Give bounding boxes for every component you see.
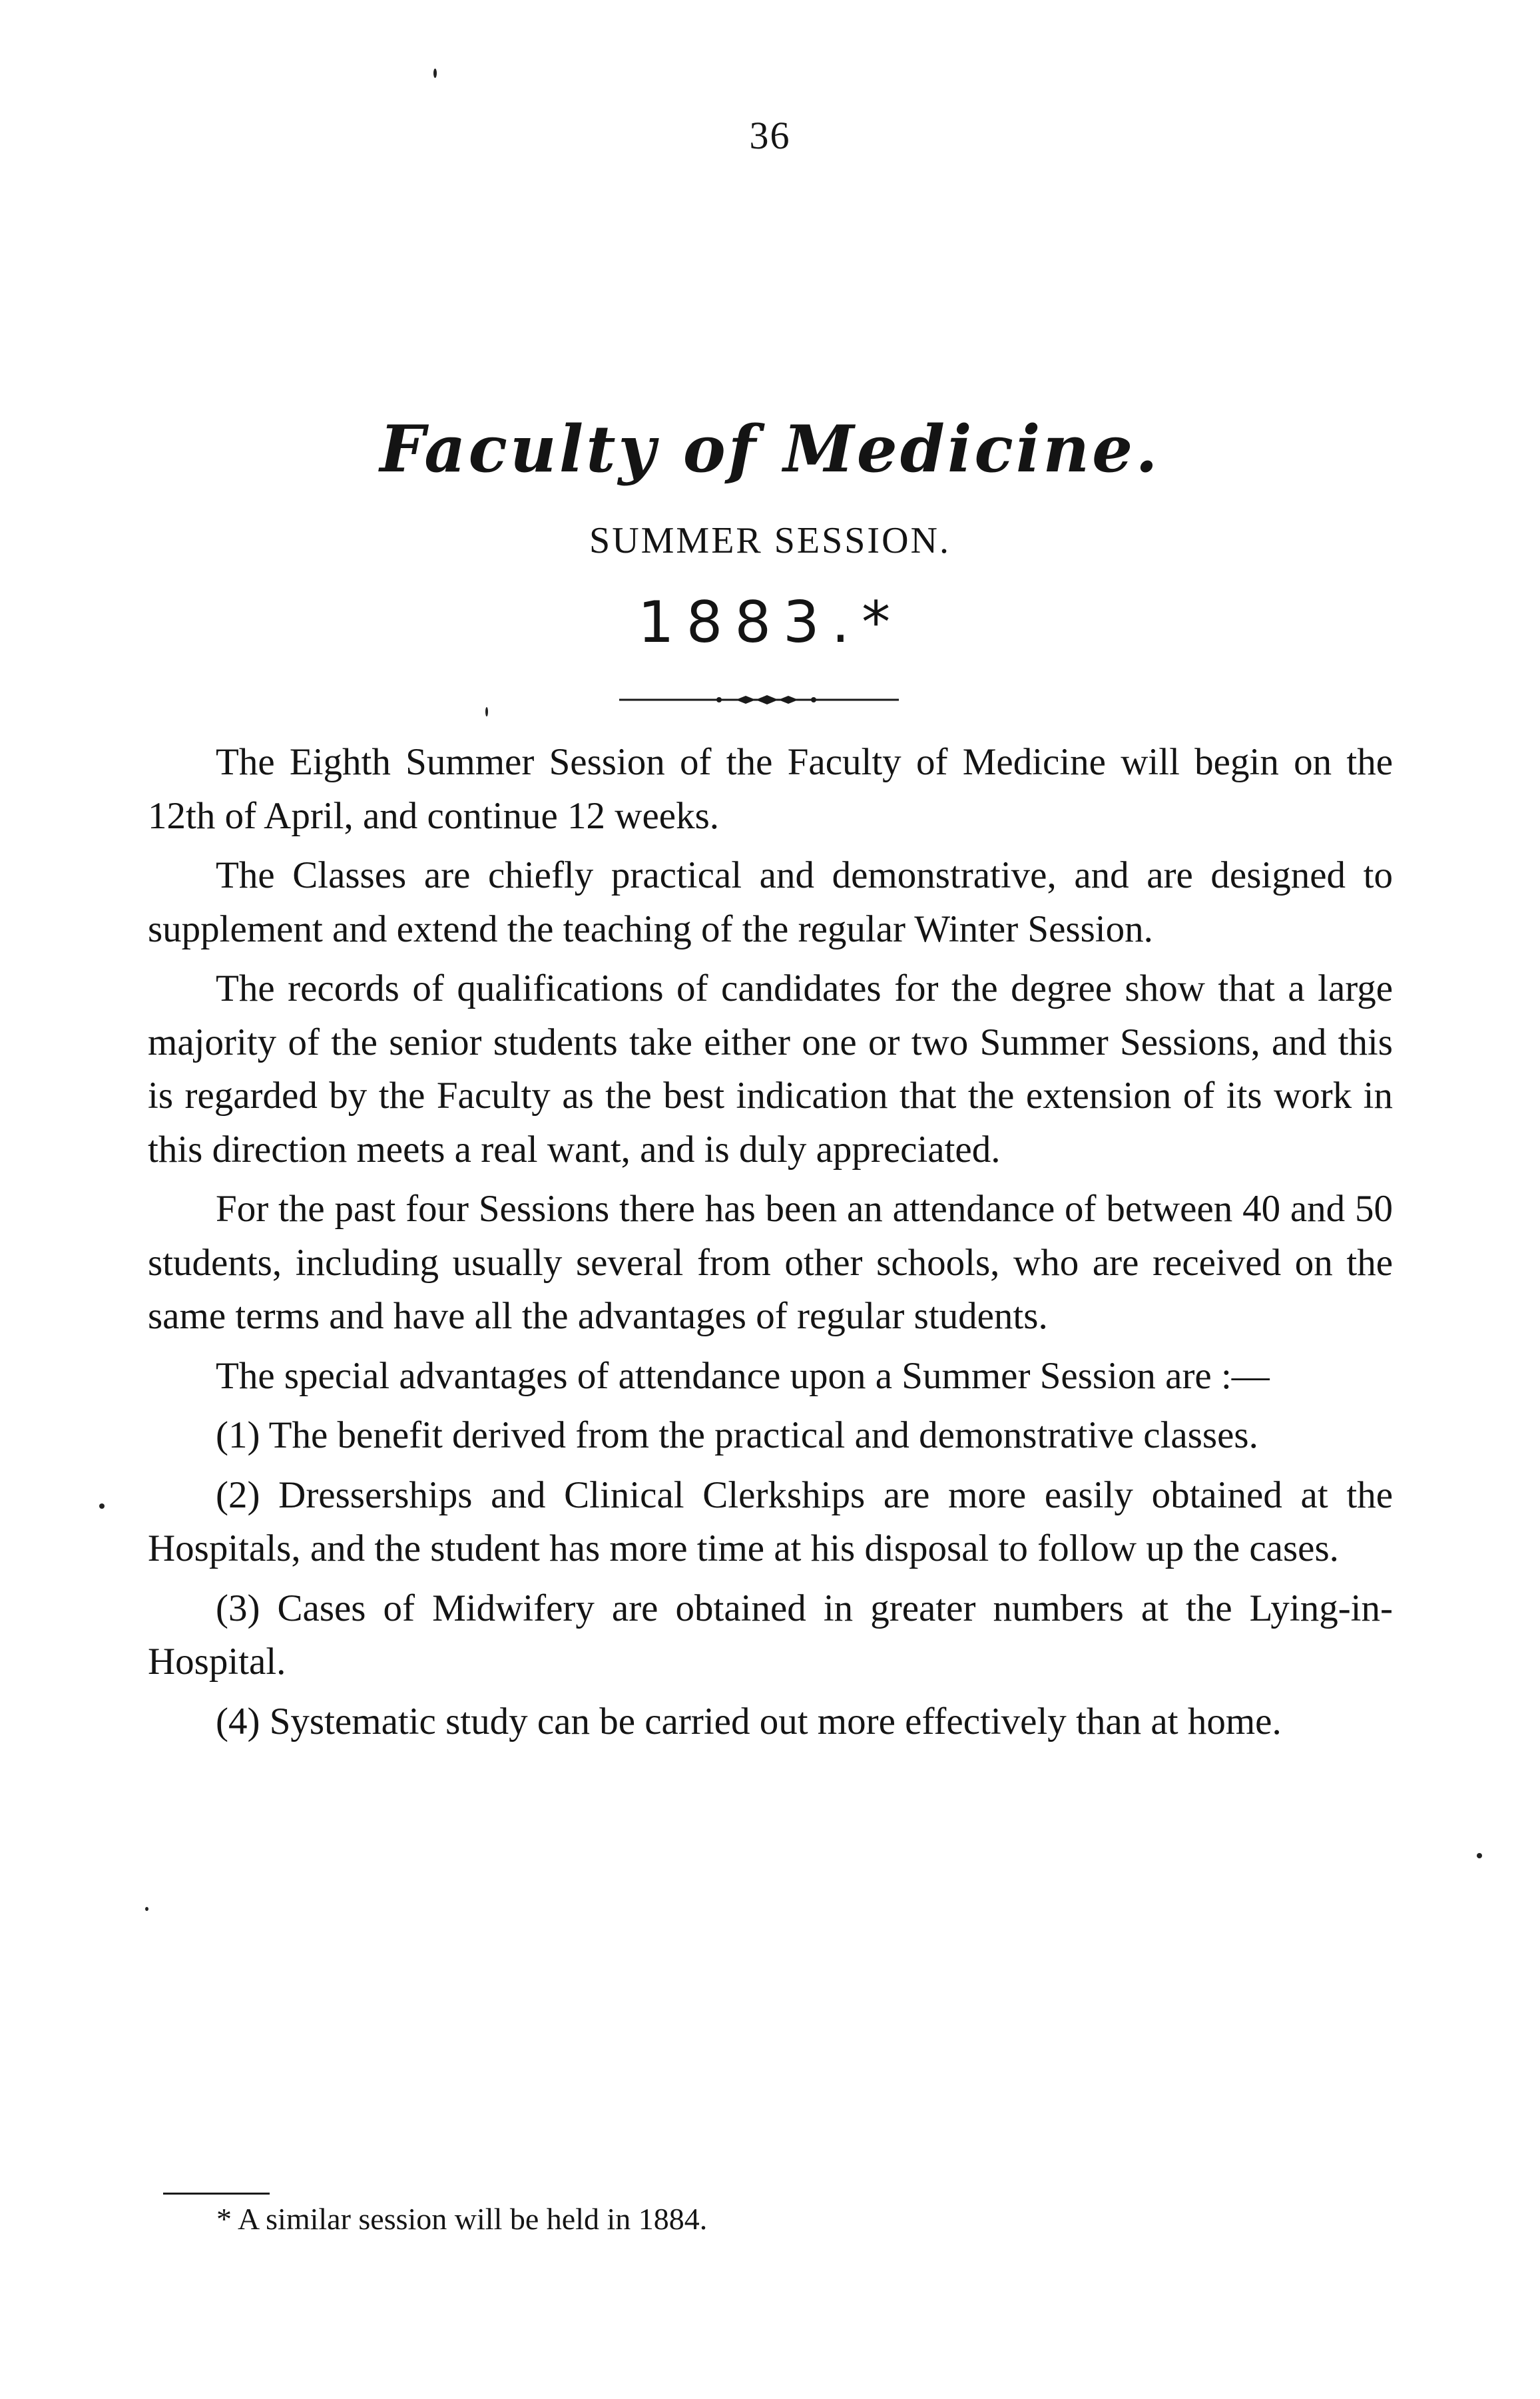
ornament-divider [619,694,899,705]
body-text [148,736,1393,1754]
scan-speck [433,69,437,78]
list-item: (4) Systematic study can be carried out more effectively than at home. [216,1700,1282,1742]
footnote [216,2196,707,2243]
list-item: (2) Dresserships and Clinical Clerkships are more easily obtained at the Hospitals, and the student has more time at his disposal to follow up the cases. [148,1473,1393,1569]
scan-speck [145,1907,148,1911]
footnote-rule [163,2193,270,2195]
page-number: 36 [749,114,791,157]
session-year: 1883.* [637,589,903,656]
paragraph: The records of qualifications of candidates for the degree show that a large majority of the senior students take either one or two Summer Sessions, and this is regarded by the Faculty as the best indication that the extension of its work in this direction meets a real want, and is duly appreciated. [148,967,1393,1171]
paragraph: The special advantages of attendance upon a Summer Session are :— [216,1354,1270,1397]
list-item: (3) Cases of Midwifery are obtained in greater numbers at the Lying-in-Hospital. [148,1587,1393,1683]
section-subheading: SUMMER SESSION. [589,520,951,561]
scan-speck [1477,1853,1482,1858]
scan-speck [485,707,488,716]
list-item: (1) The benefit derived from the practical and demonstrative classes. [216,1414,1258,1456]
footnote-text: A similar session will be held in 1884. [237,2202,708,2236]
paragraph: The Eighth Summer Session of the Faculty of Medicine will begin on the 12th of April, and continue 12 weeks. [148,741,1393,837]
section-heading: Faculty of Medicine. [380,411,1160,487]
paragraph: For the past four Sessions there has been an attendance of between 40 and 50 students, including usually several from other schools, who are received on the same terms and have all the advantages of regular students. [148,1188,1393,1337]
scan-speck [99,1503,105,1509]
paragraph: The Classes are chiefly practical and demonstrative, and are designed to supplement and extend the teaching of the regular Winter Session. [148,854,1393,950]
footnote-marker: * [216,2202,232,2236]
